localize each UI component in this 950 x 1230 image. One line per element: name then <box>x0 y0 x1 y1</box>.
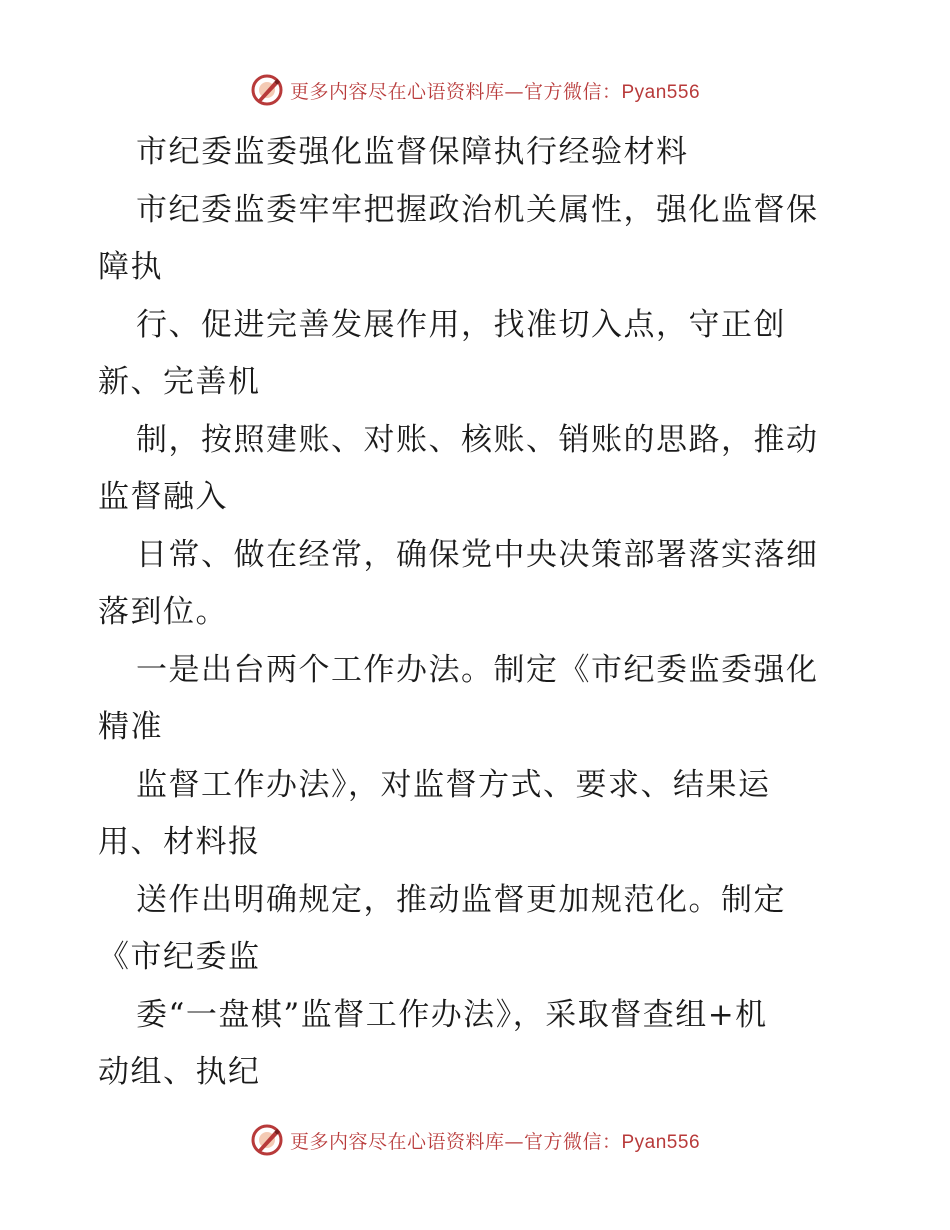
text-line: 监督工作办法》，对监督方式、要求、结果运 <box>136 766 771 803</box>
document-body <box>98 124 858 1102</box>
text-line: 行、促进完善发展作用，找准切入点，守正创 <box>136 306 786 343</box>
text-line: 监督融入 <box>98 479 228 515</box>
footer-banner <box>0 1120 950 1160</box>
banner-text <box>290 77 700 104</box>
text-line: 障执 <box>98 249 163 285</box>
text-line: 用、材料报 <box>98 824 261 860</box>
text-line: 制，按照建账、对账、核账、销账的思路，推动 <box>136 421 819 458</box>
text-line: 市纪委监委牢牢把握政治机关属性，强化监督保 <box>136 191 819 228</box>
text-line: 新、完善机 <box>98 364 261 400</box>
text-line: 落到位。 <box>98 594 228 630</box>
logo-pen-circle-icon <box>250 73 284 107</box>
banner-contact: Pyan556 <box>621 1131 701 1153</box>
logo-pen-circle-icon <box>250 1123 284 1157</box>
text-line: 日常、做在经常，确保党中央决策部署落实落细 <box>136 536 819 573</box>
banner-slogan: 更多内容尽在心语资料库—官方微信： <box>289 80 622 103</box>
text-line: 《市纪委监 <box>98 939 261 975</box>
header-banner <box>0 70 950 110</box>
banner-slogan: 更多内容尽在心语资料库—官方微信： <box>289 1130 622 1153</box>
banner-contact: Pyan556 <box>621 81 701 103</box>
text-line: 委“一盘棋”监督工作办法》，采取督查组+机 <box>136 996 768 1033</box>
text-line: 精准 <box>98 709 163 745</box>
text-line: 动组、执纪 <box>98 1054 261 1090</box>
text-line: 市纪委监委强化监督保障执行经验材料 <box>136 134 689 170</box>
text-line: 送作出明确规定，推动监督更加规范化。制定 <box>136 881 786 918</box>
text-line: 一是出台两个工作办法。制定《市纪委监委强化 <box>136 651 819 688</box>
banner-text <box>290 1127 700 1154</box>
